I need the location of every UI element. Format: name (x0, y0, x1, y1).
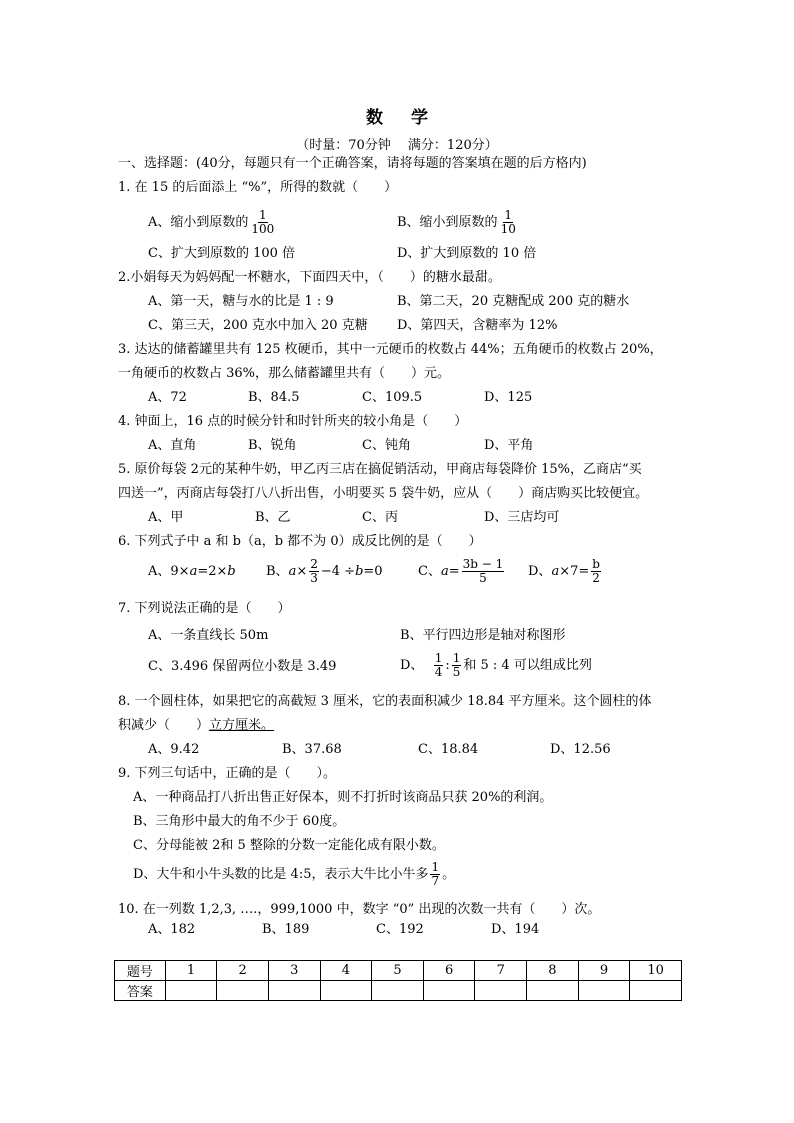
q5-option-d: D、三店均可 (484, 510, 560, 525)
q10-option-d: D、194 (491, 922, 540, 937)
q9-option-a: A、一种商品打八折出售正好保本，则不打折时该商品只获 20%的利润。 (133, 790, 553, 805)
q7-d-post: 和 5 : 4 可以组成比列 (463, 658, 592, 673)
q8-option-c: C、18.84 (418, 742, 479, 757)
q5-option-b: B、乙 (255, 510, 291, 525)
q3-option-b: B、84.5 (248, 390, 300, 405)
q3-option-a: A、72 (148, 390, 187, 405)
q9-d-end: 。 (442, 867, 456, 882)
answer-table-answer-row (115, 981, 682, 1001)
answer-cell[interactable] (578, 981, 630, 1001)
q5-option-c: C、丙 (362, 510, 398, 525)
q6-b-var-b: b (355, 564, 364, 579)
answer-table-header-number: 题号 (115, 961, 166, 981)
q8-option-a: A、9.42 (148, 742, 200, 757)
q1-b-num: 1 (504, 208, 513, 222)
q9-option-d (133, 861, 455, 889)
q3-option-d: D、125 (484, 390, 533, 405)
q6-c-pre: C、 (418, 564, 441, 579)
q6-b-end: =0 (363, 564, 383, 579)
q7-stem: 7. 下列说法正确的是（ ） (118, 601, 291, 616)
q9-option-b: B、三角形中最大的角不少于 60度。 (133, 814, 346, 829)
q7-d-fraction-1 (434, 652, 444, 679)
q7-option-a: A、一条直线长 50m (148, 628, 269, 643)
q4-option-a: A、直角 (148, 438, 197, 453)
q6-b-mid: −4 ÷ (320, 564, 356, 579)
exam-subtitle: （时量：70分钟 满分：120分） (296, 138, 498, 153)
q1-b-fraction (500, 209, 517, 236)
q7-option-b: B、平行四边形是轴对称图形 (400, 628, 566, 643)
q10-option-c: C、192 (376, 922, 424, 937)
q8-option-b: B、37.68 (282, 742, 342, 757)
q7-d-num2: 1 (452, 651, 461, 665)
q1-b-den: 10 (500, 222, 516, 236)
q6-c-num: 3b − 1 (462, 557, 504, 571)
answer-cell[interactable] (165, 981, 217, 1001)
q9-stem: 9. 下列三句话中，正确的是（ ）。 (118, 766, 337, 781)
answer-table-number-cell: 10 (630, 961, 682, 981)
q9-d-num: 1 (431, 860, 440, 874)
q1-option-b (397, 209, 519, 236)
q2-stem: 2.小娟每天为妈妈配一杯糖水，下面四天中，（ ）的糖水最甜。 (118, 270, 501, 285)
q5-stem-line2: 四送一”，丙商店每袋打八八折出售，小明要买 5 袋牛奶，应从（ ）商店购买比较便宜。 (118, 486, 649, 501)
q5-option-a: A、甲 (148, 510, 184, 525)
answer-table (114, 960, 682, 1001)
q1-a-text: A、缩小到原数的 (148, 215, 249, 230)
q7-d-num1: 1 (434, 651, 443, 665)
q9-d-den: 7 (431, 874, 440, 888)
q7-d-den1: 4 (434, 665, 443, 679)
q9-d-text: D、大牛和小牛头数的比是 4:5，表示大牛比小牛多 (133, 867, 429, 882)
answer-table-number-cell: 4 (320, 961, 372, 981)
q6-b-den: 3 (310, 571, 318, 585)
q6-option-b (266, 558, 383, 586)
q6-d-den: 2 (592, 571, 600, 585)
q8-stem2-b: 立方厘米。 (209, 718, 275, 733)
answer-cell[interactable] (320, 981, 372, 1001)
section-heading: 一、选择题：(40分，每题只有一个正确答案，请将每题的答案填在题的后方格内) (118, 156, 587, 171)
q5-stem-line1: 5. 原价每袋 2元的某种牛奶，甲乙丙三店在搞促销活动，甲商店每袋降价 15%，乙商店“买 (118, 462, 642, 477)
q8-stem2-a: 积减少（ ） (118, 718, 210, 733)
q1-b-text: B、缩小到原数的 (397, 215, 498, 230)
answer-table-header-answer: 答案 (115, 981, 166, 1001)
q6-d-mid: ×7= (559, 564, 590, 579)
answer-table-number-cell: 3 (268, 961, 320, 981)
q8-option-d: D、12.56 (550, 742, 611, 757)
q1-stem: 1. 在 15 的后面添上 “%”，所得的数就（ ） (118, 180, 398, 195)
answer-table-number-cell: 8 (527, 961, 579, 981)
q6-option-c (418, 558, 506, 586)
q7-d-pre: D、 (400, 658, 424, 673)
q2-option-c: C、第三天，200 克水中加入 20 克糖 (148, 318, 368, 333)
q7-d-colon: : (445, 658, 450, 673)
q6-c-den: 5 (479, 571, 487, 585)
answer-table-number-cell: 9 (578, 961, 630, 981)
q1-a-num: 1 (259, 208, 267, 222)
q7-option-d (400, 652, 592, 680)
q6-d-pre: D、 (528, 564, 552, 579)
q9-option-c: C、分母能被 2和 5 整除的分数一定能化成有限小数。 (133, 838, 445, 853)
q6-d-fraction (591, 558, 601, 585)
answer-table-number-cell: 5 (372, 961, 424, 981)
q2-option-d: D、第四天，含糖率为 12% (397, 318, 558, 333)
q4-option-c: C、钝角 (362, 438, 411, 453)
q4-option-d: D、平角 (484, 438, 534, 453)
title-char-2: 学 (411, 108, 428, 128)
q6-b-var-a: a (288, 564, 297, 579)
answer-table-number-cell: 6 (423, 961, 475, 981)
q6-a-var-b: b (227, 564, 236, 579)
q6-d-num: b (592, 557, 600, 571)
q2-option-b: B、第二天，20 克糖配成 200 克的糖水 (397, 294, 630, 309)
q4-option-b: B、锐角 (248, 438, 297, 453)
q6-c-fraction (462, 558, 505, 585)
q6-c-eq: = (448, 564, 460, 579)
q9-d-fraction (430, 861, 440, 888)
q8-stem-line2 (118, 718, 274, 734)
answer-table-number-cell: 7 (475, 961, 527, 981)
answer-cell[interactable] (527, 981, 579, 1001)
q7-d-fraction-2 (452, 652, 462, 679)
q3-stem-line1: 3. 达达的储蓄罐里共有 125 枚硬币，其中一元硬币的枚数占 44%；五角硬币的枚数占 20%， (118, 342, 663, 357)
title-char-1: 数 (366, 108, 383, 128)
q8-stem-line1: 8. 一个圆柱体，如果把它的高截短 3 厘米，它的表面积减少 18.84 平方厘米。这个圆柱的体 (118, 694, 652, 709)
q6-option-d (528, 558, 603, 586)
q1-a-den: 100 (251, 222, 275, 236)
q7-d-den2: 5 (452, 665, 461, 679)
q2-option-a: A、第一天，糖与水的比是 1 : 9 (148, 294, 334, 309)
q10-option-a: A、182 (148, 922, 196, 937)
q6-stem: 6. 下列式子中 a 和 b（a，b 都不为 0）成反比例的是（ ） (118, 534, 482, 549)
q6-b-times: × (296, 564, 308, 579)
q3-option-c: C、109.5 (362, 390, 423, 405)
q6-b-fraction (309, 558, 319, 585)
q4-stem: 4. 钟面上，16 点的时候分针和时针所夹的较小角是（ ） (118, 414, 468, 429)
q6-a-pre: A、9× (148, 564, 190, 579)
answer-cell[interactable] (372, 981, 424, 1001)
q6-b-num: 2 (310, 557, 318, 571)
answer-cell[interactable] (475, 981, 527, 1001)
page-title (0, 103, 794, 128)
q1-option-a (148, 209, 277, 236)
q6-d-var-a: a (551, 564, 560, 579)
q10-stem: 10. 在一列数 1,2,3, ….，999,1000 中，数字 “0” 出现的次数一共有（ ）次。 (118, 902, 601, 917)
q6-b-pre: B、 (266, 564, 289, 579)
answer-cell[interactable] (630, 981, 682, 1001)
answer-table-number-cell: 1 (165, 961, 217, 981)
answer-cell[interactable] (423, 981, 475, 1001)
q1-option-d: D、扩大到原数的 10 倍 (397, 246, 537, 261)
q3-stem-line2: 一角硬币的枚数占 36%，那么储蓄罐里共有（ ）元。 (118, 366, 451, 381)
q1-option-c: C、扩大到原数的 100 倍 (148, 246, 296, 261)
q6-option-a (148, 564, 236, 580)
answer-cell[interactable] (268, 981, 320, 1001)
q6-a-var-a: a (189, 564, 198, 579)
q6-c-var-a: a (440, 564, 449, 579)
answer-table-number-row (115, 961, 682, 981)
q10-option-b: B、189 (262, 922, 310, 937)
q6-a-mid: =2× (197, 564, 228, 579)
q1-a-fraction (250, 209, 275, 236)
answer-cell[interactable] (217, 981, 269, 1001)
answer-table-number-cell: 2 (217, 961, 269, 981)
q7-option-c: C、3.496 保留两位小数是 3.49 (148, 659, 337, 674)
